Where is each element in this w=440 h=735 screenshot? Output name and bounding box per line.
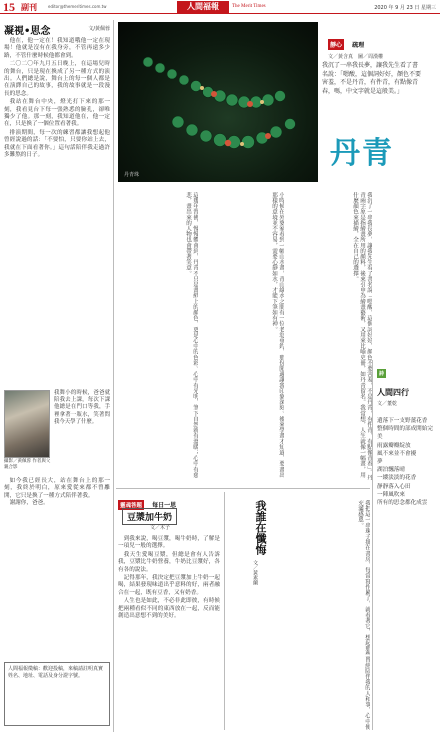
column-divider bbox=[224, 492, 225, 730]
feature-byline-block bbox=[328, 32, 438, 60]
lower-article-title: 豆漿加牛奶 bbox=[122, 508, 177, 525]
column-byline: 文/黃佩蓉 bbox=[88, 26, 110, 32]
essay-paragraph: 二〇二〇年九月五日晚上，在這場兒時的舞台，只是現在換成了另一種方式的演出。人們總是說，舞台上的每一個人都是在演繹自己的故事，我的故事就是一段漫長的思念。 bbox=[4, 61, 110, 97]
column-divider bbox=[113, 20, 114, 732]
feature-body-d: 我把這一串珠子掛在書房，每當寫作累了，就看著它，想起那些曾經陪伴我的人和事，心中便充滿感恩。 bbox=[357, 500, 370, 730]
sidebar-author: 文／董乾 bbox=[377, 401, 398, 407]
page-header bbox=[0, 0, 440, 14]
lower-paragraph: 到我來說，喝豆漿，喝牛奶時，了解是一項兒一般的選擇。 bbox=[118, 536, 220, 550]
section-divider bbox=[116, 488, 370, 489]
lower-paragraph: 人生也是如此，不必非此即彼，有時候把兩種看似不同的東西放在一起，反而能創造出意想不到的美好。 bbox=[118, 598, 220, 620]
submission-notice-box: 人間福報徵稿：歡迎投稿，來稿請註明真實姓名、地址、電話及身分證字號。 bbox=[4, 662, 110, 726]
feature-body-c: 這幾年習佛，慢慢體會到，丹青不只是畫紙上的顏色，更是心中的色彩。心中有光明，筆下自然就有溫暖；心中有慈悲，畫出來的人物也會帶著笑意。 bbox=[185, 192, 198, 478]
issue-date: 2020 年 9 月 23 日 星期三 bbox=[374, 5, 436, 11]
poem-sidebar bbox=[372, 360, 438, 730]
poem-line: 雨露瓣瓣綻放 bbox=[377, 442, 411, 449]
feature-photo bbox=[118, 22, 318, 182]
masthead-english: The Merit Times bbox=[232, 4, 266, 9]
sidebar-title: 人間四行 bbox=[377, 388, 409, 397]
lower-tag: 靈魂答題 bbox=[118, 500, 144, 510]
poem-line: 湖泊飄落晴 bbox=[377, 467, 405, 474]
lower-poem-author: 文／黃素蘭 bbox=[252, 560, 258, 585]
poem-line: 遺落下一支野薑花香 bbox=[377, 418, 428, 424]
author-portrait-photo bbox=[4, 390, 50, 458]
column-title: 凝視•思念 bbox=[4, 26, 51, 37]
sidebar-tag: 詩 bbox=[379, 371, 385, 377]
poem-line: 所有的思念都化成雲 bbox=[377, 500, 428, 507]
lower-paragraph: 我天生愛喝豆漿，但總是會有人告訴我，豆漿比牛奶營養，牛奶比豆漿好，各有各的說法。 bbox=[118, 551, 220, 573]
bead-necklace-illustration bbox=[118, 22, 318, 182]
lower-article-body bbox=[118, 536, 220, 621]
portrait-caption: 攝影／黃佩蓉 作者與父親合影 bbox=[4, 459, 51, 470]
feature-body-b: 小時候在外婆家看到一幅山水畫，青山綠水之間有一位老翁垂釣，那份閒適讓我印象深刻。後來學畫才知道，要畫出那樣的意境並不容易，需要心靜如水，才能下筆如有神。 bbox=[271, 192, 284, 478]
essay-paragraph: 我站在舞台中央，燈光打下來的那一刻，我看見台下每一張熟悉的臉孔，卻唯獨少了他。那一刻，我知道他在，他一定在，只是換了一個位置看著我。 bbox=[4, 99, 110, 128]
feature-title: 丹青 bbox=[330, 136, 394, 171]
essay-continued bbox=[4, 478, 110, 508]
essay-paragraph: 他在，他一定在！我知道哦他一定在現場！他就是沒有在我身旁，不管再遠多少路，不管什麼時候他都會到。 bbox=[4, 38, 110, 59]
lower-paragraph: 記得那年，我決定把豆漿加上牛奶一起喝，結果發現味道出乎意料的好，兩者融合在一起，既有豆香，又有奶香。 bbox=[118, 575, 220, 596]
poem-line: 夢 bbox=[377, 459, 383, 466]
lower-article-author: 文／木子 bbox=[150, 525, 171, 531]
feature-tag-sub: 疏理 bbox=[352, 42, 365, 49]
section-name: 副刊 bbox=[21, 3, 37, 12]
poem-line: 風不來並不會擾 bbox=[377, 450, 417, 457]
feature-byline: 文／黃含真 圖／周漢權 bbox=[328, 54, 384, 60]
poem-line: 靜靜落入心田 bbox=[377, 483, 411, 490]
poem-line: 整個時間的部成開始完美 bbox=[377, 426, 433, 441]
essay-paragraph: 如今我已經長大，站在舞台上的那一刻，我終於明白，原來愛從來都不曾離開，它只是換了一種方式陪伴著我。 bbox=[4, 478, 110, 499]
feature-body-a: 我沉了一串我長夢，讓我先生看了書名說「嗯酸，這個詞好好，顏色不要害羞，不是丹青，有件青，有點像青春」。丹青兩字原是指繪畫所用的顏料，後來引申為繪畫藝術，又用來比喻史冊，如丹青留名。我常想，人生就像一幅畫，用什麼顏色來描繪，全在自己的選擇。 bbox=[352, 192, 372, 481]
photo-caption: 丹青珠 bbox=[124, 172, 140, 178]
poem-line: 一縷淡淡的花香 bbox=[377, 475, 417, 482]
lower-tag-sub: 每日一思 bbox=[152, 502, 177, 509]
essay-paragraph: 謝謝你，爸爸。 bbox=[9, 500, 49, 507]
feature-pull-quote: 我沉了一串我長夢，讓我先生看了書名說：「嗯酸，這個詞好好，顏色不要害羞，不是丹青，有件青，有點像青春，嗎，中文字就是這般美。」 bbox=[322, 62, 422, 95]
page-number: 15 bbox=[3, 0, 15, 14]
lower-poem-title: 我誰在懺悔 bbox=[254, 500, 267, 555]
essay-body bbox=[4, 38, 110, 161]
feature-tag: 靜心 bbox=[328, 39, 344, 50]
poem-lines bbox=[377, 417, 438, 507]
editor-email: editor@themeritimes.com.tw bbox=[48, 4, 107, 9]
poem-line: 一陣風吹來 bbox=[377, 491, 405, 498]
left-column bbox=[4, 22, 110, 730]
masthead-logo: 人間福報 bbox=[177, 1, 229, 13]
essay-side-text: 我舞小的時候，爸爸就陪我去上課，每次下課他總是在門口等我，手裡拿著一瓶水，笑著問我今天學了什麼。 bbox=[54, 390, 110, 425]
essay-paragraph: 排演期間，每一次的練習都讓我想起他曾經說過的話：「不要怕，只要你站上去，我就在下面看著你。」這句話陪伴我走過許多難熬的日子。 bbox=[4, 129, 110, 159]
